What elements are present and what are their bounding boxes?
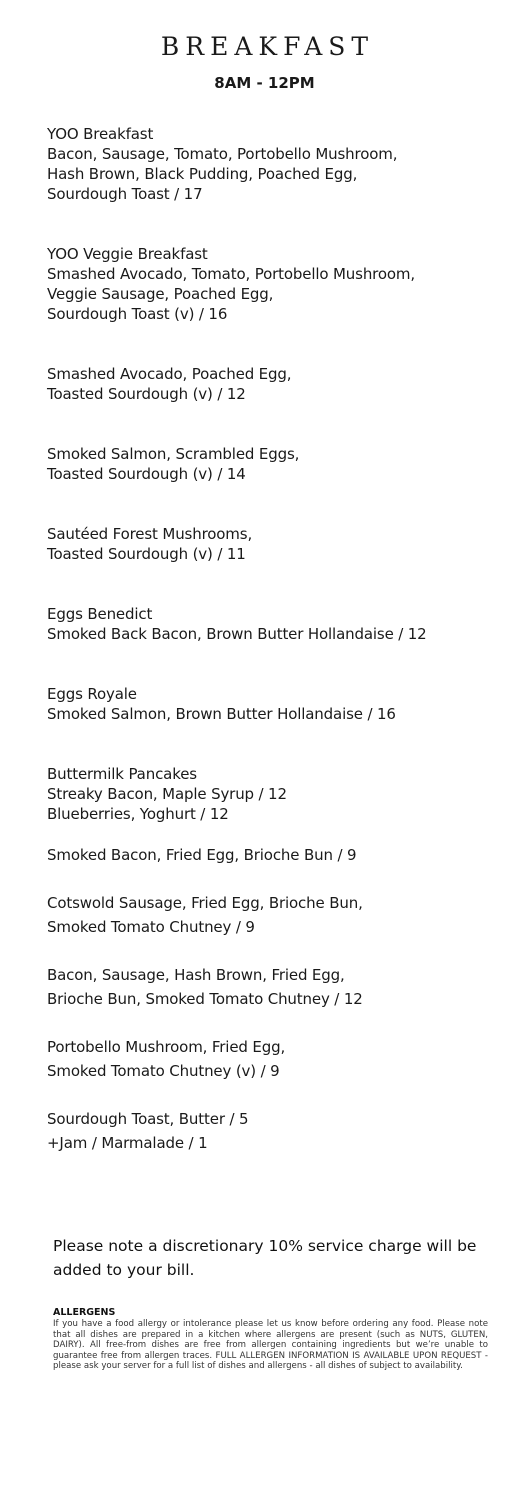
menu-item: [47, 963, 363, 1011]
menu-item-name: Bacon, Sausage, Hash Brown, Fried Egg,: [47, 966, 345, 984]
menu-item-description: Sourdough Toast / 17: [47, 185, 203, 203]
menu-item-description: Smashed Avocado, Tomato, Portobello Mushroom,: [47, 265, 416, 283]
menu-item-name: YOO Veggie Breakfast: [47, 245, 208, 263]
menu-item: [47, 843, 356, 867]
menu-item-name: Sautéed Forest Mushrooms,: [47, 525, 253, 543]
menu-item: [47, 1107, 248, 1155]
menu-item: [47, 604, 427, 644]
menu-item-description: Toasted Sourdough (v) / 11: [47, 545, 246, 563]
menu-item: [47, 764, 287, 824]
menu-item-description: Bacon, Sausage, Tomato, Portobello Mushroom,: [47, 145, 398, 163]
menu-item: [47, 891, 363, 939]
menu-item-description: Smoked Salmon, Brown Butter Hollandaise / 16: [47, 705, 396, 723]
menu-title: BREAKFAST: [160, 32, 375, 61]
menu-item-description: Smoked Tomato Chutney (v) / 9: [47, 1062, 280, 1080]
allergens-heading: ALLERGENS: [53, 1307, 116, 1318]
menu-item-name: Buttermilk Pancakes: [47, 765, 197, 783]
menu-item: [47, 684, 396, 724]
menu-item-description: Veggie Sausage, Poached Egg,: [47, 285, 274, 303]
menu-item-description: Brioche Bun, Smoked Tomato Chutney / 12: [47, 990, 363, 1008]
menu-item-name: YOO Breakfast: [47, 125, 154, 143]
menu-item-description: Smoked Tomato Chutney / 9: [47, 918, 255, 936]
menu-item-description: Blueberries, Yoghurt / 12: [47, 805, 229, 823]
menu-item-name: Eggs Benedict: [47, 605, 153, 623]
menu-item-name: Cotswold Sausage, Fried Egg, Brioche Bun,: [47, 894, 363, 912]
menu-item: [47, 1035, 285, 1083]
menu-item-description: Hash Brown, Black Pudding, Poached Egg,: [47, 165, 358, 183]
menu-item: [47, 444, 299, 484]
menu-item: [47, 124, 397, 204]
menu-item-description: +Jam / Marmalade / 1: [47, 1134, 208, 1152]
menu-item-name: Portobello Mushroom, Fried Egg,: [47, 1038, 286, 1056]
menu-item: [47, 244, 415, 324]
menu-item-name: Smoked Bacon, Fried Egg, Brioche Bun / 9: [47, 846, 357, 864]
menu-item-name: Eggs Royale: [47, 685, 137, 703]
menu-item-description: Sourdough Toast (v) / 16: [47, 305, 228, 323]
menu-item-description: Toasted Sourdough (v) / 14: [47, 465, 246, 483]
menu-item-description: Smoked Back Bacon, Brown Butter Hollandaise / 12: [47, 625, 427, 643]
menu-item-name: Smashed Avocado, Poached Egg,: [47, 365, 292, 383]
service-hours: 8AM - 12PM: [214, 74, 315, 92]
menu-item: [47, 364, 291, 404]
service-charge-note: Please note a discretionary 10% service charge will be added to your bill.: [53, 1237, 477, 1279]
menu-item-description: Streaky Bacon, Maple Syrup / 12: [47, 785, 287, 803]
allergens-text: If you have a food allergy or intolerance please let us know before ordering any food. Please note that all dishes are prepared in a kitchen where allergens are present (such as NUTS, GLUTEN, DAIRY). All free-from dishes are free from allergen containing ingredients but we’re unable to guarantee free from allergen traces. FULL ALLERGEN INFORMATION IS AVAILABLE UPON REQUEST - please ask your server for a full list of dishes and allergens - all dishes of subject to availability.: [53, 1319, 488, 1371]
menu-item-description: Toasted Sourdough (v) / 12: [47, 385, 246, 403]
menu-item-name: Sourdough Toast, Butter / 5: [47, 1110, 249, 1128]
menu-item: [47, 524, 252, 564]
menu-item-name: Smoked Salmon, Scrambled Eggs,: [47, 445, 300, 463]
